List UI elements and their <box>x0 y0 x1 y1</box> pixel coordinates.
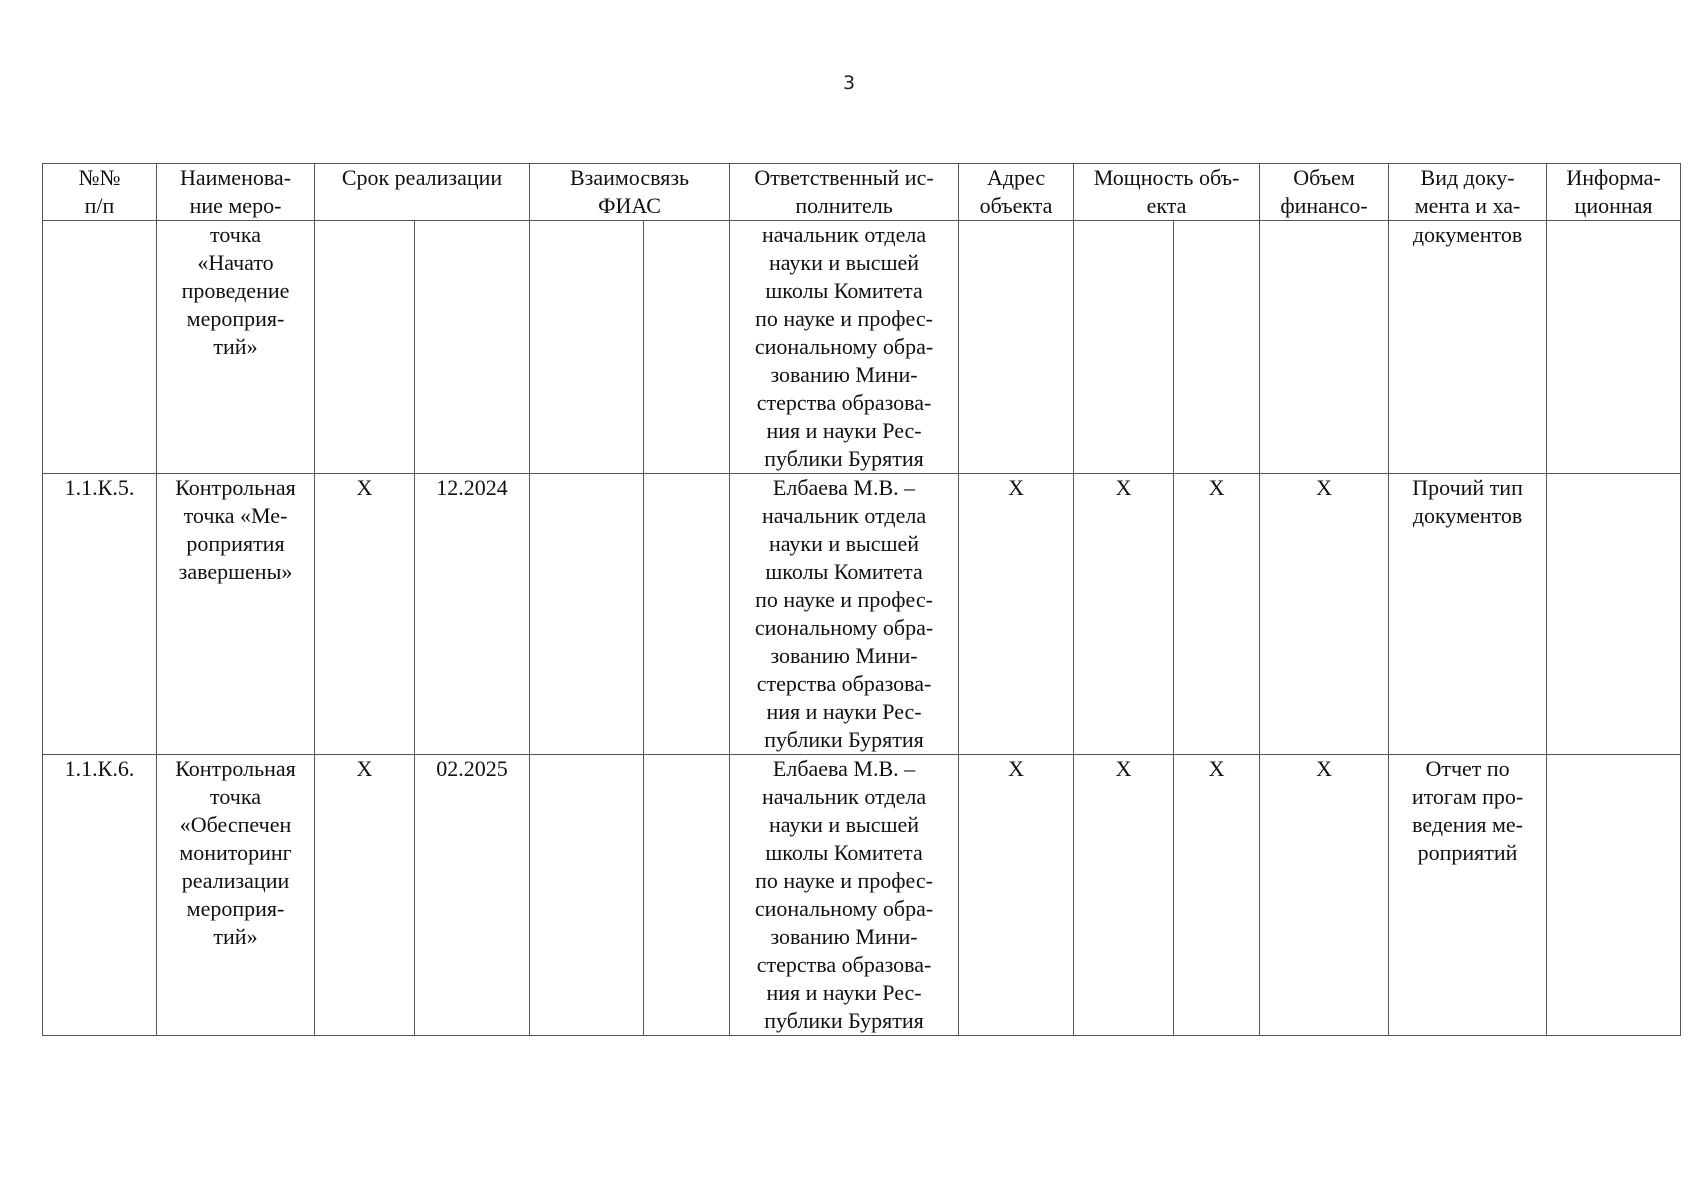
cell-fias-a <box>530 221 644 474</box>
cell-address: Х <box>959 755 1074 1036</box>
cell-fias-b <box>644 474 730 755</box>
header-address: Адрес объекта <box>959 164 1074 221</box>
cell-term-start: Х <box>315 474 415 755</box>
cell-info <box>1547 221 1681 474</box>
header-term: Срок реализации <box>315 164 530 221</box>
cell-power-b <box>1174 221 1260 474</box>
header-finance: Объем финансо- <box>1260 164 1389 221</box>
control-points-table <box>42 163 1681 1036</box>
table-row <box>43 221 1681 474</box>
header-name: Наименова- ние меро- <box>157 164 315 221</box>
cell-term-end <box>415 221 530 474</box>
header-info: Информа- ционная <box>1547 164 1681 221</box>
cell-fias-b <box>644 221 730 474</box>
cell-term-end: 02.2025 <box>415 755 530 1036</box>
cell-finance <box>1260 221 1389 474</box>
cell-number <box>43 221 157 474</box>
cell-power-b: Х <box>1174 474 1260 755</box>
cell-doc-type: Прочий тип документов <box>1389 474 1547 755</box>
cell-term-start <box>315 221 415 474</box>
cell-number: 1.1.К.5. <box>43 474 157 755</box>
cell-responsible: Елбаева М.В. – начальник отдела науки и высшей школы Комитета по науке и профес- сиональному обра- зованию Мини- стерства образова- ния и науки Рес- публики Бурятия <box>730 474 959 755</box>
cell-power-a <box>1074 221 1174 474</box>
cell-address: Х <box>959 474 1074 755</box>
cell-address <box>959 221 1074 474</box>
cell-fias-a <box>530 474 644 755</box>
cell-responsible: начальник отдела науки и высшей школы Комитета по науке и профес- сиональному обра- зованию Мини- стерства образова- ния и науки Рес- публики Бурятия <box>730 221 959 474</box>
header-fias: Взаимосвязь ФИАС <box>530 164 730 221</box>
cell-info <box>1547 755 1681 1036</box>
cell-name: точка «Начато проведение мероприя- тий» <box>157 221 315 474</box>
cell-fias-a <box>530 755 644 1036</box>
cell-power-a: Х <box>1074 474 1174 755</box>
cell-doc-type: Отчет по итогам про- ведения ме- роприятий <box>1389 755 1547 1036</box>
header-power: Мощность объ- екта <box>1074 164 1260 221</box>
cell-number: 1.1.К.6. <box>43 755 157 1036</box>
cell-finance: Х <box>1260 474 1389 755</box>
cell-name: Контрольная точка «Обеспечен мониторинг реализации мероприя- тий» <box>157 755 315 1036</box>
cell-doc-type: документов <box>1389 221 1547 474</box>
table-row <box>43 755 1681 1036</box>
header-number: №№ п/п <box>43 164 157 221</box>
cell-finance: Х <box>1260 755 1389 1036</box>
cell-power-a: Х <box>1074 755 1174 1036</box>
cell-power-b: Х <box>1174 755 1260 1036</box>
table-header-row <box>43 164 1681 221</box>
cell-term-start: Х <box>315 755 415 1036</box>
cell-term-end: 12.2024 <box>415 474 530 755</box>
header-responsible: Ответственный ис- полнитель <box>730 164 959 221</box>
header-doc-type: Вид доку- мента и ха- <box>1389 164 1547 221</box>
table-row <box>43 474 1681 755</box>
cell-name: Контрольная точка «Ме- роприятия завершены» <box>157 474 315 755</box>
cell-info <box>1547 474 1681 755</box>
page-number: 3 <box>842 72 856 94</box>
cell-responsible: Елбаева М.В. – начальник отдела науки и высшей школы Комитета по науке и профес- сиональному обра- зованию Мини- стерства образова- ния и науки Рес- публики Бурятия <box>730 755 959 1036</box>
cell-fias-b <box>644 755 730 1036</box>
